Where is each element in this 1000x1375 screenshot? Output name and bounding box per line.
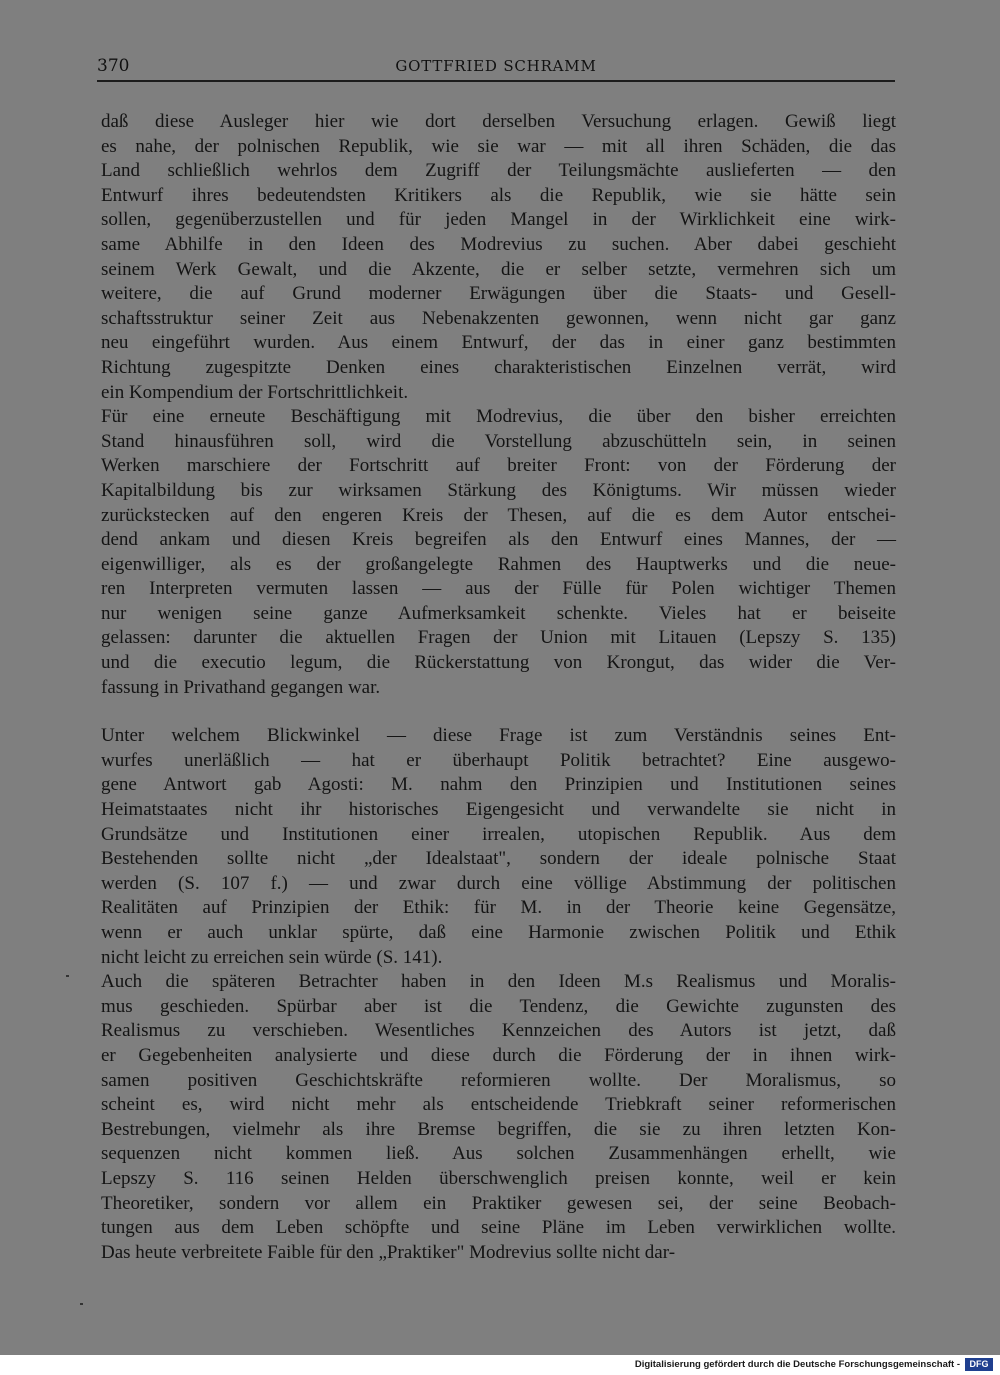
text-line: er Gegebenheiten analysierte und diese durch die Förderung der in ihnen wirk- — [101, 1044, 896, 1066]
text-line: eigenwilliger, als es der großangelegte Rahmen des Hauptwerks und die neue- — [101, 553, 896, 575]
text-line: wenn er auch unklar spürte, daß eine Harmonie zwischen Politik und Ethik — [101, 922, 896, 943]
page-header — [97, 56, 895, 82]
text-line: sollen, gegenüberzustellen und für jeden Mangel in der Wirklichkeit eine wirk- — [101, 209, 896, 231]
paragraph — [101, 970, 896, 1265]
text-line: es nahe, der polnischen Republik, wie sie war — mit all ihren Schäden, die das — [101, 135, 896, 157]
footer-bar — [0, 1355, 1000, 1375]
text-line: same Abhilfe in den Ideen des Modrevius zu suchen. Aber dabei geschieht — [101, 233, 896, 255]
text-line: nicht leicht zu erreichen sein würde (S. 141). — [101, 946, 443, 968]
text-line: Das heute verbreitete Faible für den „Praktiker" Modrevius sollte nicht dar- — [101, 1241, 676, 1263]
text-line: Bestehenden sollte nicht „der Idealstaat", sondern der ideale polnische Staat — [101, 848, 896, 870]
text-line: neu eingeführt wurden. Aus einem Entwurf, der das in einer ganz bestimmten — [101, 332, 896, 354]
page-number: 370 — [97, 56, 130, 76]
text-line: Land schließlich wehrlos dem Zugriff der Teilungsmächte auslieferten — den — [101, 160, 896, 182]
text-line: und die executio legum, die Rückerstattung von Krongut, das wider die Ver- — [101, 652, 896, 674]
paragraph — [101, 110, 896, 405]
text-line: wurfes unerläßlich — hat er überhaupt Politik betrachtet? Eine ausgewo- — [101, 749, 896, 771]
text-line: dend ankam und diesen Kreis begreifen als den Entwurf eines Mannes, der — — [101, 529, 896, 551]
text-line: gene Antwort gab Agosti: M. nahm den Prinzipien und Institutionen seines — [101, 774, 896, 796]
paragraph-gap — [101, 700, 896, 724]
text-line: sequenzen nicht kommen ließ. Aus solchen Zusammenhängen erhellt, wie — [101, 1143, 896, 1165]
text-line: fassung in Privathand gegangen war. — [101, 676, 381, 698]
text-line: nur wenigen seine ganze Aufmerksamkeit schenkte. Vieles hat er beiseite — [101, 602, 896, 624]
dfg-logo: DFG — [965, 1358, 993, 1371]
text-line: werden (S. 107 f.) — und zwar durch eine völlige Abstimmung der politischen — [101, 872, 896, 894]
text-line: Richtung zugespitzte Denken eines charakteristischen Einzelnen verrät, wird — [101, 356, 896, 378]
text-line: Unter welchem Blickwinkel — diese Frage ist zum Verständnis seines Ent- — [101, 725, 896, 747]
text-line: Stand hinausführen soll, wird die Vorstellung abzuschütteln sein, in seinen — [101, 430, 896, 452]
text-line: samen positiven Geschichtskräfte reformieren wollte. Der Moralismus, so — [101, 1069, 896, 1091]
text-line: Grundsätze und Institutionen einer irrealen, utopischen Republik. Aus dem — [101, 823, 896, 845]
text-line: ein Kompendium der Fortschrittlichkeit. — [101, 381, 409, 403]
text-line: Heimatstaates nicht ihr historisches Eigengesicht und verwandelte sie nicht in — [101, 799, 896, 821]
text-line: Auch die späteren Betrachter haben in den Ideen M.s Realismus und Moralis- — [101, 971, 896, 993]
paragraph — [101, 724, 896, 970]
text-line: Werken marschiere der Fortschritt auf breiter Front: von der Förderung der — [101, 455, 896, 477]
text-line: weitere, die auf Grund moderner Erwägungen über die Staats- und Gesell- — [101, 283, 896, 305]
text-line: gelassen: darunter die aktuellen Fragen der Union mit Litauen (Lepszy S. 135) — [101, 627, 896, 649]
paragraph — [101, 405, 896, 700]
text-line: Lepszy S. 116 seinen Helden überschwenglich preisen konnte, weil er kein — [101, 1167, 896, 1189]
text-line: Realitäten auf Prinzipien der Ethik: für M. in der Theorie keine Gegensätze, — [101, 897, 896, 919]
text-line: Entwurf ihres bedeutendsten Kritikers als die Republik, wie sie hätte sein — [101, 184, 896, 206]
text-line: schaftsstruktur seiner Zeit aus Nebenakzenten gewonnen, wenn nicht gar ganz — [101, 307, 896, 329]
text-line: daß diese Ausleger hier wie dort derselben Versuchung erlagen. Gewiß liegt — [101, 111, 896, 132]
text-line: zurückstecken auf den engeren Kreis der Thesen, auf die es dem Autor entschei- — [101, 504, 896, 526]
text-line: Kapitalbildung bis zur wirksamen Stärkung des Königtums. Wir müssen wieder — [101, 479, 896, 501]
scan-speck — [66, 975, 69, 977]
text-line: mus geschieden. Spürbar aber ist die Tendenz, die Gewichte zugunsten des — [101, 995, 896, 1017]
text-line: Realismus zu verschieben. Wesentliches Kennzeichen des Autors ist jetzt, daß — [101, 1020, 896, 1042]
scan-speck — [80, 1303, 83, 1305]
text-line: Bestrebungen, vielmehr als ihre Bremse begriffen, die sie zu ihren letzten Kon- — [101, 1118, 896, 1140]
text-line: seinem Werk Gewalt, und die Akzente, die er selber setzte, vermehren sich um — [101, 258, 896, 280]
text-line: Für eine erneute Beschäftigung mit Modrevius, die über den bisher erreichten — [101, 406, 896, 428]
text-line: Theoretiker, sondern vor allem ein Praktiker gewesen sei, der seine Beobach- — [101, 1192, 896, 1214]
body-text — [101, 110, 896, 1265]
text-line: tungen aus dem Leben schöpfte und seine Pläne im Leben verwirklichen wollte. — [101, 1217, 896, 1239]
footer-credit: Digitalisierung gefördert durch die Deutsche Forschungsgemeinschaft - — [634, 1359, 960, 1370]
text-line: ren Interpreten vermuten lassen — aus der Fülle für Polen wichtiger Themen — [101, 578, 896, 600]
running-head: GOTTFRIED SCHRAMM — [395, 57, 597, 75]
text-line: scheint es, wird nicht mehr als entscheidende Triebkraft seiner reformerischen — [101, 1094, 896, 1116]
